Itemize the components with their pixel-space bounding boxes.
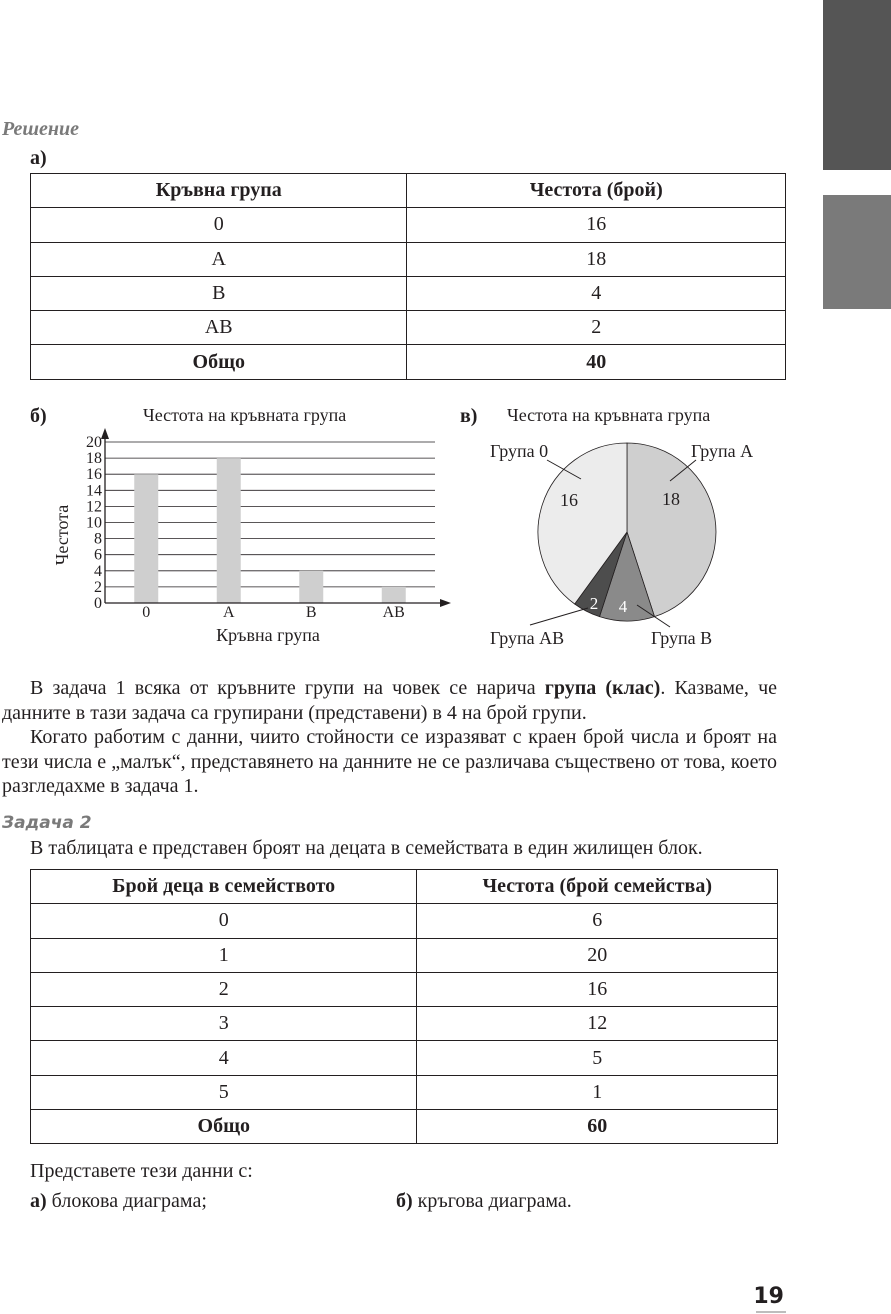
y-tick-label: 4: [94, 562, 102, 580]
table-cell: 6: [417, 904, 778, 938]
term-group-class: група (клас): [544, 677, 661, 699]
answer-b: б) кръгова диаграма.: [396, 1190, 572, 1212]
y-tick-label: 6: [94, 546, 102, 564]
bar-a: [217, 458, 241, 603]
part-v-label: в): [460, 405, 478, 427]
children-table: [30, 869, 778, 1144]
table-row: [31, 311, 786, 345]
pie-value-group-ab: 2: [589, 594, 599, 613]
table-cell: 1: [417, 1075, 778, 1109]
y-axis-label: Честота: [52, 504, 72, 566]
table-cell: 5: [31, 1075, 417, 1109]
table-cell: 2: [407, 311, 786, 345]
y-tick-label: 2: [94, 578, 102, 596]
table-header-row: [31, 870, 778, 904]
pie-label-group-b: Група B: [651, 628, 713, 648]
x-axis-label: Кръвна група: [216, 625, 320, 645]
task-2-title: Задача 2: [2, 813, 92, 833]
x-tick-label: B: [305, 604, 317, 621]
table-cell: Общо: [31, 345, 407, 379]
table-row: [31, 1041, 778, 1075]
y-axis-arrow: [101, 428, 109, 439]
y-tick-label: 20: [86, 434, 102, 451]
table-cell: A: [31, 242, 407, 276]
table-row: [31, 938, 778, 972]
x-axis-arrow: [440, 599, 451, 607]
table-header-cell: Честота (брой семейства): [417, 870, 778, 904]
table-cell: 40: [407, 345, 786, 379]
y-tick-label: 0: [94, 595, 102, 612]
table-cell: 0: [31, 904, 417, 938]
table-header-row: [31, 174, 786, 208]
pie-label-group-0: Група 0: [490, 441, 549, 461]
table-cell: 2: [31, 972, 417, 1006]
table-cell: 12: [417, 1007, 778, 1041]
table-cell: Общо: [31, 1110, 417, 1144]
bar-ab: [382, 587, 406, 603]
table-cell: 60: [417, 1110, 778, 1144]
table-cell: 4: [407, 276, 786, 310]
pie-value-group-0: 16: [560, 490, 578, 510]
blood-group-table: [30, 173, 786, 380]
table-cell: 1: [31, 938, 417, 972]
solution-heading: Решение: [2, 118, 80, 140]
table-row: [31, 1007, 778, 1041]
x-tick-label: AB: [382, 604, 405, 621]
bar-chart: [50, 425, 460, 655]
table-cell: 5: [417, 1041, 778, 1075]
table-cell: 16: [417, 972, 778, 1006]
pie-value-group-a: 18: [662, 489, 680, 509]
task-2-text: В таблицата е представен броят на децата в семействата в един жилищен блок.: [30, 837, 703, 859]
page-number-underline: [756, 1311, 786, 1313]
table-total-row: [31, 1110, 778, 1144]
y-tick-label: 18: [86, 450, 102, 468]
table-row: [31, 1075, 778, 1109]
table-total-row: [31, 345, 786, 379]
table-cell: 16: [407, 208, 786, 242]
table-row: [31, 972, 778, 1006]
bar-b: [299, 571, 323, 603]
paragraph-small-data: Когато работим с данни, чиито стойности се изразяват с краен брой числа и броят на тези числа е „малък“, представянето на данните не се различава съществено от това, което разгледахме в задача 1.: [2, 726, 777, 797]
table-cell: 0: [31, 208, 407, 242]
instruction-text: Представете тези данни с:: [30, 1160, 253, 1182]
pie-label-group-ab: Група AB: [490, 628, 565, 648]
pie-label-group-a: Група A: [691, 441, 754, 461]
part-a-label: а): [30, 147, 47, 169]
table-cell: 4: [31, 1041, 417, 1075]
table-cell: 3: [31, 1007, 417, 1041]
table-header-cell: Брой деца в семейството: [31, 870, 417, 904]
answer-a: а) блокова диаграма;: [30, 1190, 207, 1212]
page-number: 19: [753, 1284, 784, 1309]
y-tick-label: 8: [94, 530, 102, 548]
x-tick-label: 0: [142, 604, 151, 621]
bar-0: [134, 474, 158, 603]
table-header-cell: Честота (брой): [407, 174, 786, 208]
table-header-cell: Кръвна група: [31, 174, 407, 208]
pie-chart: [480, 425, 810, 655]
paragraph-groups: В задача 1 всяка от кръвните групи на човек се нарича група (клас). Казваме, че данните в тази задача са групирани (представени) в 4 на брой групи.: [2, 677, 778, 724]
table-cell: B: [31, 276, 407, 310]
table-cell: AB: [31, 311, 407, 345]
chapter-tab-light: [823, 195, 891, 309]
pie-chart-title: Честота на кръвната група: [507, 405, 711, 425]
table-cell: 20: [417, 938, 778, 972]
x-tick-label: A: [222, 604, 235, 621]
table-row: [31, 208, 786, 242]
table-row: [31, 242, 786, 276]
part-b-label: б): [30, 405, 47, 427]
bar-chart-title: Честота на кръвната група: [143, 405, 347, 425]
y-tick-label: 16: [86, 466, 102, 484]
leader-line-group-ab: [530, 608, 588, 625]
pie-value-group-b: 4: [618, 597, 628, 616]
y-tick-label: 14: [86, 482, 102, 500]
y-tick-label: 12: [86, 498, 102, 516]
table-cell: 18: [407, 242, 786, 276]
table-row: [31, 904, 778, 938]
chapter-tab-dark: [823, 0, 891, 170]
table-row: [31, 276, 786, 310]
y-tick-label: 10: [86, 514, 102, 532]
